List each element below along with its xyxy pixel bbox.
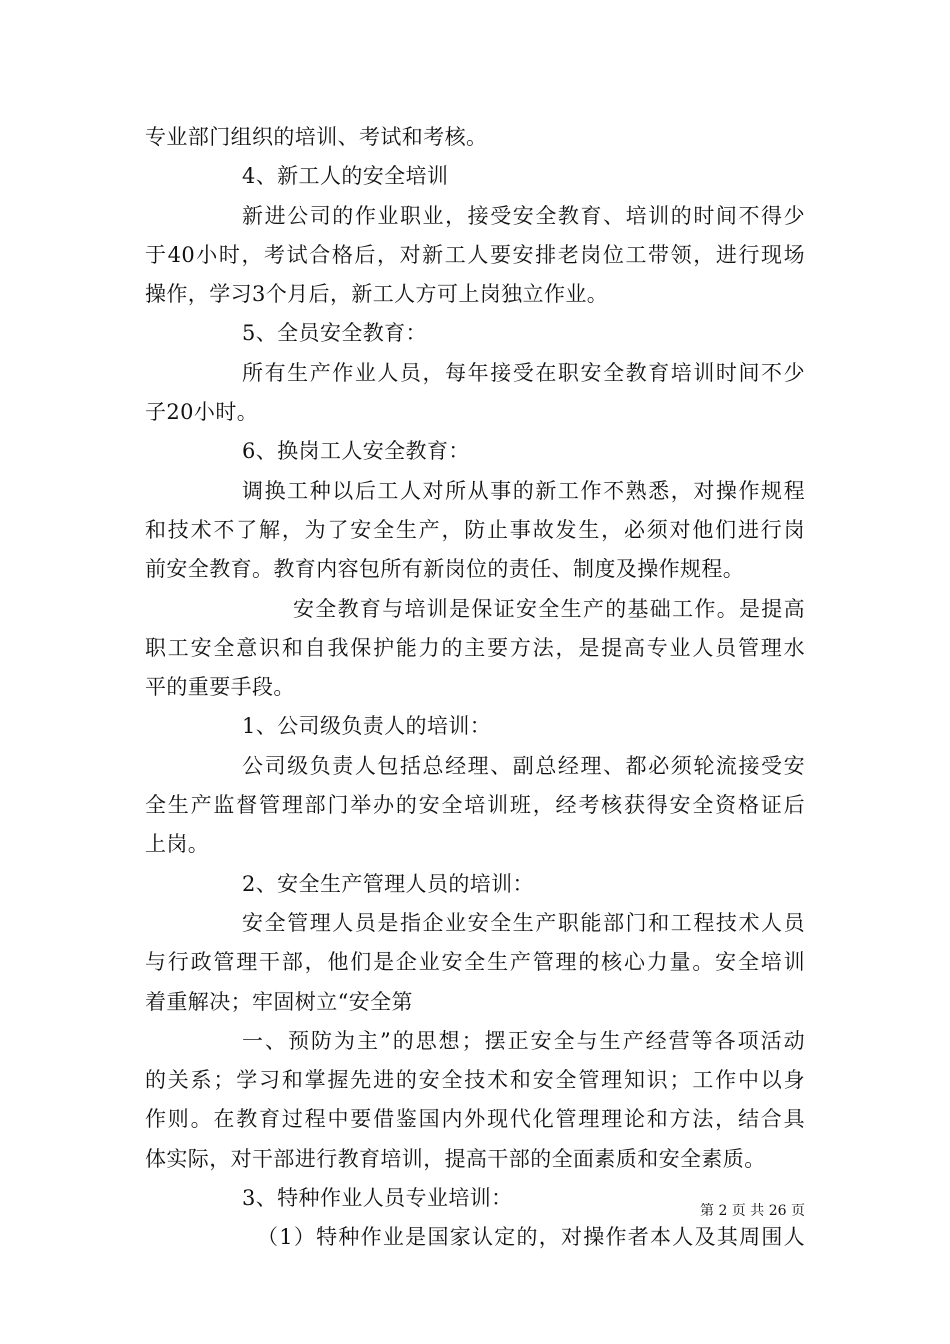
text-line: 操作，学习3个月后，新工人方可上岗独立作业。	[145, 282, 609, 307]
text-line: 安全教育与培训是保证安全生产的基础工作。是提高	[293, 596, 805, 621]
text-line: 前安全教育。教育内容包所有新岗位的责任、制度及操作规程。	[145, 557, 745, 582]
text-line: 专业部门组织的培训、考试和考核。	[145, 125, 488, 149]
text-line: 平的重要手段。	[145, 675, 295, 700]
section-heading: 2、安全生产管理人员的培训：	[242, 871, 534, 896]
section-heading: 5、全员安全教育：	[242, 321, 427, 346]
text-line: 公司级负责人包括总经理、副总经理、都必须轮流接受安	[242, 753, 805, 778]
document-body	[145, 118, 805, 1258]
text-line: 上岗。	[145, 832, 210, 857]
text-line: 与行政管理干部，他们是企业安全生产管理的核心力量。安全培训	[145, 950, 805, 975]
section-heading: 4、新工人的安全培训	[242, 164, 449, 189]
text-line: 新进公司的作业职业，接受安全教育、培训的时间不得少	[242, 203, 805, 228]
section-heading: 3、特种作业人员专业培训：	[242, 1186, 513, 1211]
text-line: 全生产监督管理部门举办的安全培训班，经考核获得安全资格证后	[145, 793, 805, 818]
section-heading: 1、公司级负责人的培训：	[242, 714, 492, 739]
text-line: 调换工种以后工人对所从事的新工作不熟悉，对操作规程	[242, 478, 805, 503]
text-line: 于40小时，考试合格后，对新工人要安排老岗位工带领，进行现场	[145, 242, 805, 267]
text-line: 子20小时。	[145, 400, 259, 425]
text-line: 着重解决；牢固树立“安全第	[145, 989, 413, 1014]
text-line: （1）特种作业是国家认定的，对操作者本人及其周围人	[257, 1225, 805, 1250]
text-line: 一、预防为主”的思想；摆正安全与生产经营等各项活动	[242, 1028, 805, 1053]
section-heading: 6、换岗工人安全教育：	[242, 439, 470, 464]
text-line: 体实际，对干部进行教育培训，提高干部的全面素质和安全素质。	[145, 1146, 766, 1171]
text-line: 职工安全意识和自我保护能力的主要方法，是提高专业人员管理水	[145, 635, 805, 660]
text-line: 和技术不了解，为了安全生产，防止事故发生，必须对他们进行岗	[145, 517, 805, 542]
text-line: 的关系；学习和掌握先进的安全技术和安全管理知识；工作中以身	[145, 1068, 805, 1093]
text-line: 作则。在教育过程中要借鉴国内外现代化管理理论和方法，结合具	[145, 1107, 805, 1132]
text-line: 所有生产作业人员，每年接受在职安全教育培训时间不少	[242, 360, 805, 385]
text-line: 安全管理人员是指企业安全生产职能部门和工程技术人员	[242, 910, 805, 935]
page-number-footer: 第 2 页 共 26 页	[700, 1203, 805, 1219]
